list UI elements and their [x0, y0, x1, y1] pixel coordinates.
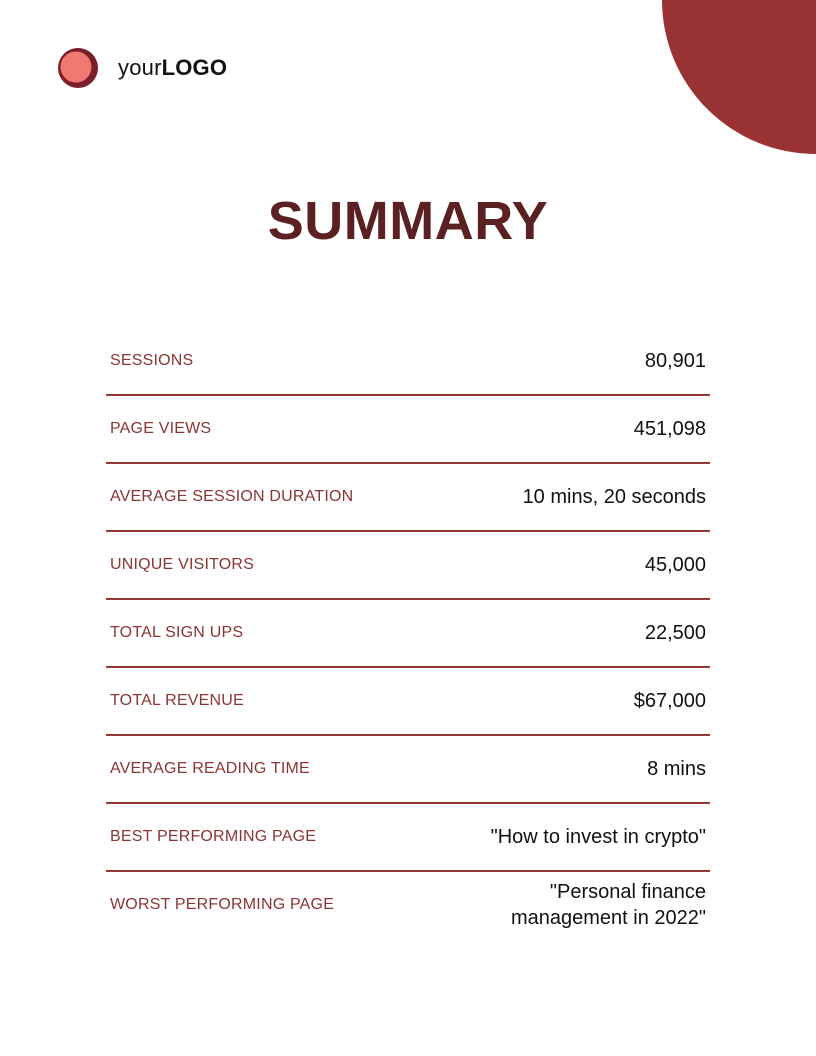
row-label: BEST PERFORMING PAGE [110, 828, 317, 845]
row-label: PAGE VIEWS [110, 420, 212, 437]
summary-row [106, 804, 710, 872]
row-value: 451,098 [633, 418, 706, 440]
row-label: AVERAGE SESSION DURATION [110, 488, 354, 505]
row-value: 8 mins [647, 758, 706, 780]
row-value: "How to invest in crypto" [490, 826, 706, 848]
logo-circle-icon [56, 46, 100, 90]
row-value: "Personal finance management in 2022" [510, 881, 706, 929]
row-label: SESSIONS [110, 352, 194, 369]
row-label: AVERAGE READING TIME [110, 760, 310, 777]
row-value: $67,000 [633, 690, 706, 712]
summary-row [106, 600, 710, 668]
logo-text-bold: LOGO [161, 55, 228, 80]
row-value: 45,000 [644, 554, 706, 576]
row-label: TOTAL REVENUE [110, 692, 244, 709]
summary-row [106, 396, 710, 464]
summary-table [106, 328, 710, 938]
row-value: 80,901 [644, 350, 706, 372]
summary-row [106, 328, 710, 396]
summary-row [106, 532, 710, 600]
page-title: SUMMARY [267, 191, 549, 251]
corner-decoration [662, 0, 816, 154]
row-label: TOTAL SIGN UPS [110, 624, 244, 641]
summary-row [106, 464, 710, 532]
row-value: 10 mins, 20 seconds [522, 486, 706, 508]
summary-row [106, 736, 710, 804]
logo [56, 46, 227, 90]
summary-row [106, 668, 710, 736]
logo-text [118, 55, 227, 81]
row-value: 22,500 [644, 622, 706, 644]
row-label: WORST PERFORMING PAGE [110, 896, 335, 913]
logo-text-regular: your [118, 55, 162, 80]
row-label: UNIQUE VISITORS [110, 556, 255, 573]
summary-row [106, 872, 710, 938]
